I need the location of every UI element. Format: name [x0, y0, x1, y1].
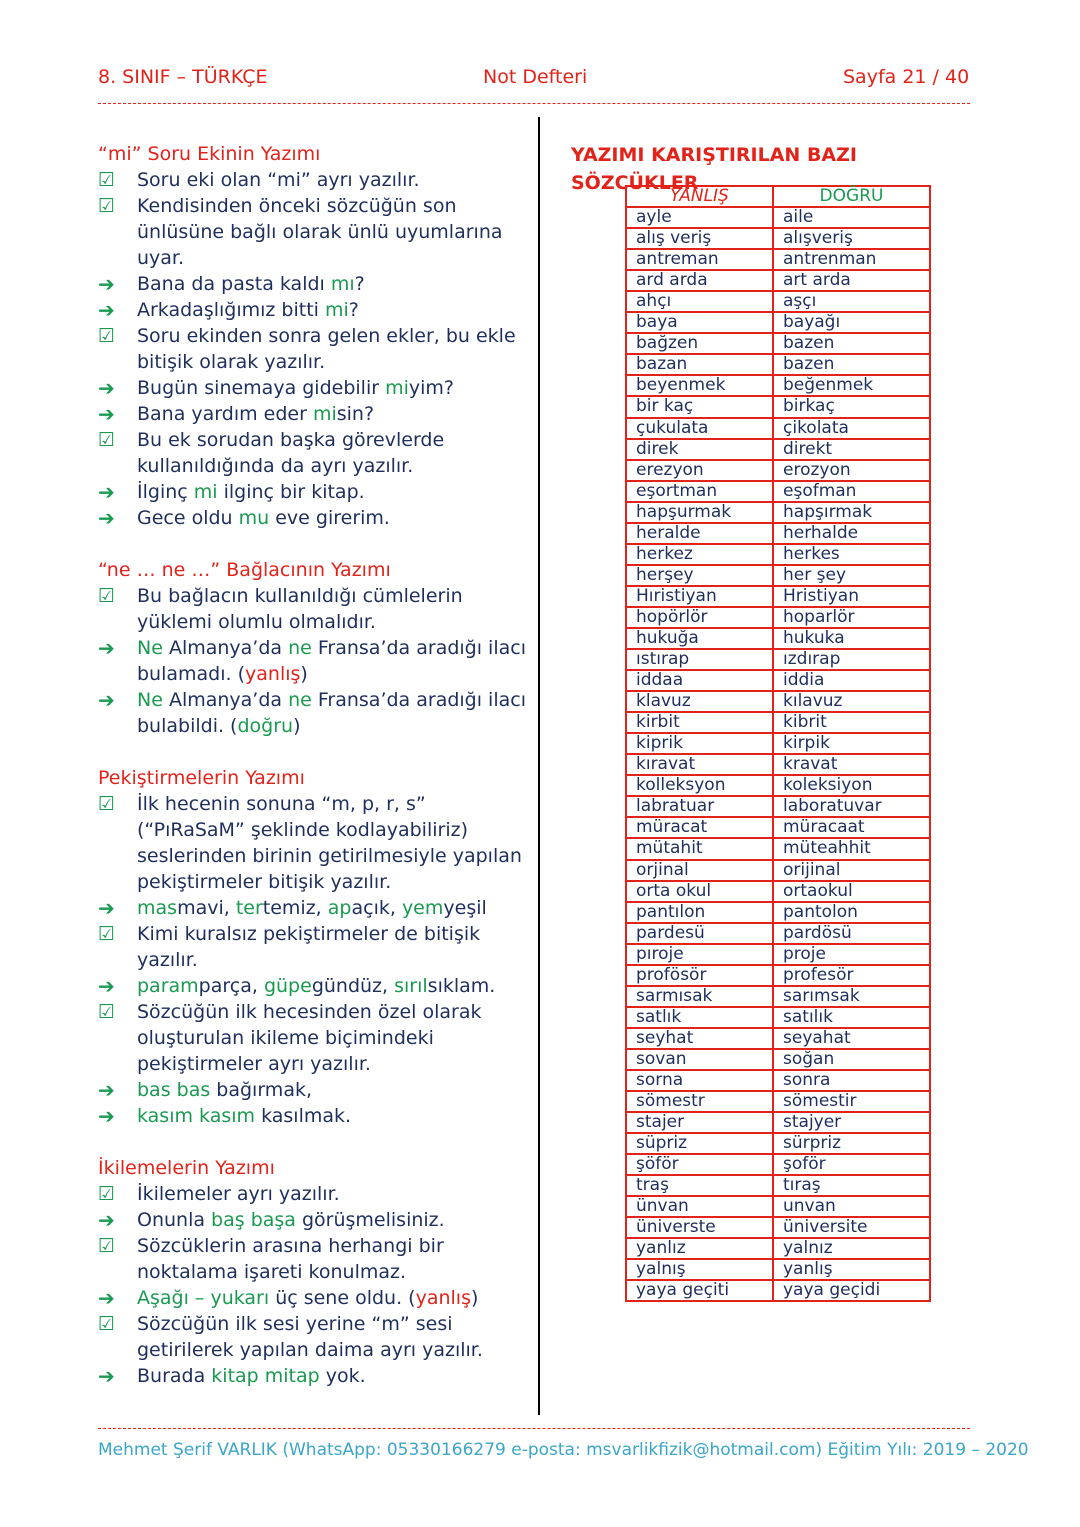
wrong-spelling-cell: stajer [626, 1112, 773, 1133]
correct-spelling-cell: unvan [773, 1196, 930, 1217]
text-fragment: üç sene oldu. ( [269, 1287, 416, 1309]
wrong-spelling-cell: Hıristiyan [626, 586, 773, 607]
checkbox-icon: ☑ [98, 923, 116, 945]
table-row [626, 796, 930, 817]
correct-spelling-cell: kirpik [773, 733, 930, 754]
wrong-spelling-cell: alış veriş [626, 228, 773, 249]
wrong-spelling-cell: hapşurmak [626, 502, 773, 523]
table-row [626, 670, 930, 691]
text-fragment: Burada [137, 1365, 212, 1387]
section-title: İkilemelerin Yazımı [98, 1157, 275, 1179]
footer-divider [98, 1428, 970, 1429]
text-fragment: mı [330, 273, 355, 295]
wrong-spelling-cell: profösör [626, 965, 773, 986]
example-item [98, 1077, 528, 1103]
text-fragment: gündüz, [311, 975, 395, 997]
correct-spelling-cell: laboratuvar [773, 796, 930, 817]
text-fragment: yanlış [415, 1287, 471, 1309]
wrong-spelling-cell: şöför [626, 1154, 773, 1175]
example-item [98, 1285, 528, 1311]
correct-spelling-cell: kravat [773, 754, 930, 775]
text-fragment: kasım kasım [137, 1105, 256, 1127]
text-fragment: eve girerim. [269, 507, 390, 529]
correct-spelling-cell: hukuka [773, 628, 930, 649]
wrong-spelling-cell: sömestr [626, 1091, 773, 1112]
text-fragment: güpe [263, 975, 312, 997]
wrong-spelling-cell: süpriz [626, 1133, 773, 1154]
text-fragment: ne [288, 689, 312, 711]
correct-spelling-cell: aile [773, 207, 930, 228]
table-row [626, 1154, 930, 1175]
checkbox-icon: ☑ [98, 195, 116, 217]
correct-spelling-cell: sürpriz [773, 1133, 930, 1154]
table-row [626, 607, 930, 628]
text-fragment: kitap mitap [211, 1365, 320, 1387]
correct-spelling-cell: seyahat [773, 1028, 930, 1049]
header-right: Sayfa 21 / 40 [843, 66, 970, 88]
correct-spelling-cell: art arda [773, 270, 930, 291]
arrow-right-icon: ➔ [98, 376, 115, 400]
column-header-wrong: YANLIŞ [626, 186, 773, 207]
header-divider [98, 103, 970, 104]
header-left: 8. SINIF – TÜRKÇE [98, 66, 268, 88]
rule-item [98, 921, 528, 973]
rule-item [98, 999, 528, 1077]
wrong-spelling-cell: herkez [626, 544, 773, 565]
wrong-spelling-cell: pıroje [626, 944, 773, 965]
table-row [626, 418, 930, 439]
correct-spelling-cell: orijinal [773, 860, 930, 881]
table-row [626, 817, 930, 838]
table-row [626, 923, 930, 944]
text-fragment: Ne [137, 689, 163, 711]
table-row [626, 1007, 930, 1028]
text-fragment: doğru [237, 715, 294, 737]
text-fragment: temiz, [262, 897, 328, 919]
text-fragment: Sözcüklerin arasına herhangi bir noktalama işareti konulmaz. [137, 1235, 444, 1283]
arrow-right-icon: ➔ [98, 1104, 115, 1128]
word-table [625, 185, 931, 1302]
table-row [626, 396, 930, 417]
text-fragment: ) [470, 1287, 479, 1309]
text-fragment: Kendisinden önceki sözcüğün son ünlüsüne bağlı olarak ünlü uyumlarına uyar. [137, 195, 503, 269]
correct-spelling-cell: proje [773, 944, 930, 965]
wrong-spelling-cell: iddaa [626, 670, 773, 691]
column-divider [538, 117, 540, 1415]
table-row [626, 460, 930, 481]
arrow-right-icon: ➔ [98, 506, 115, 530]
correct-spelling-cell: kılavuz [773, 691, 930, 712]
text-fragment: görüşmelisiniz. [295, 1209, 445, 1231]
word-table-header [626, 186, 930, 207]
header-center: Not Defteri [483, 66, 588, 88]
arrow-right-icon: ➔ [98, 896, 115, 920]
correct-spelling-cell: Hristiyan [773, 586, 930, 607]
text-fragment: Fransa’da aradığı ilacı bulabildi. ( [137, 689, 526, 737]
arrow-right-icon: ➔ [98, 298, 115, 322]
table-row [626, 291, 930, 312]
text-fragment: ) [300, 663, 308, 685]
table-row [626, 860, 930, 881]
correct-spelling-cell: satılık [773, 1007, 930, 1028]
table-row [626, 481, 930, 502]
text-fragment: Kimi kuralsız pekiştirmeler de bitişik yazılır. [137, 923, 481, 971]
correct-spelling-cell: iddia [773, 670, 930, 691]
wrong-spelling-cell: seyhat [626, 1028, 773, 1049]
wrong-spelling-cell: satlık [626, 1007, 773, 1028]
checkbox-icon: ☑ [98, 429, 116, 451]
table-row [626, 1280, 930, 1301]
wrong-spelling-cell: ayle [626, 207, 773, 228]
table-row [626, 628, 930, 649]
rule-item [98, 583, 528, 635]
wrong-spelling-cell: pardesü [626, 923, 773, 944]
table-row [626, 691, 930, 712]
wrong-spelling-cell: orta okul [626, 881, 773, 902]
table-row [626, 1049, 930, 1070]
wrong-spelling-cell: bir kaç [626, 396, 773, 417]
text-fragment: Fransa’da aradığı ilacı bulamadı. ( [137, 637, 526, 685]
rule-item [98, 1311, 528, 1363]
table-row [626, 1259, 930, 1280]
wrong-spelling-cell: mütahit [626, 838, 773, 859]
correct-spelling-cell: beğenmek [773, 375, 930, 396]
table-row [626, 1028, 930, 1049]
text-fragment: Bana da pasta kaldı [137, 273, 331, 295]
wrong-spelling-cell: ahçı [626, 291, 773, 312]
correct-spelling-cell: antrenman [773, 249, 930, 270]
correct-spelling-cell: eşofman [773, 481, 930, 502]
correct-spelling-cell: bayağı [773, 312, 930, 333]
text-fragment: Soru eki olan “mi” ayrı yazılır. [137, 169, 420, 191]
arrow-right-icon: ➔ [98, 1286, 115, 1310]
table-row [626, 649, 930, 670]
text-fragment: ? [348, 299, 359, 321]
wrong-spelling-cell: bağzen [626, 333, 773, 354]
checkbox-icon: ☑ [98, 585, 116, 607]
example-item [98, 1363, 528, 1389]
text-fragment: bas bas [137, 1079, 211, 1101]
table-row [626, 565, 930, 586]
table-row [626, 712, 930, 733]
rule-item [98, 1233, 528, 1285]
correct-spelling-cell: sonra [773, 1070, 930, 1091]
wrong-spelling-cell: çukulata [626, 418, 773, 439]
rule-item [98, 791, 528, 895]
table-row [626, 439, 930, 460]
wrong-spelling-cell: kolleksyon [626, 775, 773, 796]
correct-spelling-cell: çikolata [773, 418, 930, 439]
correct-spelling-cell: bazen [773, 333, 930, 354]
example-item [98, 1207, 528, 1233]
rule-item [98, 193, 528, 271]
wrong-spelling-cell: müracat [626, 817, 773, 838]
correct-spelling-cell: her şey [773, 565, 930, 586]
rule-item [98, 323, 528, 375]
correct-spelling-cell: müracaat [773, 817, 930, 838]
text-fragment: Almanya’da [162, 637, 289, 659]
checkbox-icon: ☑ [98, 1313, 116, 1335]
arrow-right-icon: ➔ [98, 480, 115, 504]
wrong-spelling-cell: eşortman [626, 481, 773, 502]
text-fragment: mi [312, 403, 337, 425]
word-table-title: YAZIMI KARIŞTIRILAN BAZI SÖZCÜKLER [571, 144, 857, 194]
rule-item [98, 1181, 528, 1207]
checkbox-icon: ☑ [98, 793, 116, 815]
correct-spelling-cell: stajyer [773, 1112, 930, 1133]
text-fragment: Gece oldu [137, 507, 239, 529]
section-title: “mi” Soru Ekinin Yazımı [98, 143, 321, 165]
text-fragment: Soru ekinden sonra gelen ekler, bu ekle bitişik olarak yazılır. [137, 325, 516, 373]
rule-item [98, 427, 528, 479]
table-row [626, 312, 930, 333]
text-fragment: mi [193, 481, 218, 503]
text-fragment: baş başa [211, 1209, 296, 1231]
correct-spelling-cell: yanlış [773, 1259, 930, 1280]
example-item [98, 505, 528, 531]
text-fragment: bağırmak, [210, 1079, 313, 1101]
text-fragment: parça, [198, 975, 264, 997]
table-row [626, 354, 930, 375]
table-row [626, 586, 930, 607]
correct-spelling-cell: üniversite [773, 1217, 930, 1238]
checkbox-icon: ☑ [98, 169, 116, 191]
correct-spelling-cell: tıraş [773, 1175, 930, 1196]
text-fragment: mas [137, 897, 178, 919]
text-fragment: yem [401, 897, 444, 919]
wrong-spelling-cell: antreman [626, 249, 773, 270]
wrong-spelling-cell: kirbit [626, 712, 773, 733]
correct-spelling-cell: soğan [773, 1049, 930, 1070]
text-fragment: yeşil [443, 897, 487, 919]
correct-spelling-cell: birkaç [773, 396, 930, 417]
rule-item [98, 167, 528, 193]
table-row [626, 754, 930, 775]
section-title: Pekiştirmelerin Yazımı [98, 767, 305, 789]
wrong-spelling-cell: yaya geçiti [626, 1280, 773, 1301]
table-row [626, 881, 930, 902]
wrong-spelling-cell: erezyon [626, 460, 773, 481]
text-fragment: Bu ek sorudan başka görevlerde kullanıldığında da ayrı yazılır. [137, 429, 445, 477]
checkbox-icon: ☑ [98, 1235, 116, 1257]
wrong-spelling-cell: orjinal [626, 860, 773, 881]
wrong-spelling-cell: ard arda [626, 270, 773, 291]
text-fragment: Bana yardım eder [137, 403, 313, 425]
text-fragment: yanlış [245, 663, 301, 685]
text-fragment: ? [354, 273, 365, 295]
wrong-spelling-cell: pantılon [626, 902, 773, 923]
text-fragment: yim? [408, 377, 455, 399]
text-fragment: Aşağı – yukarı [137, 1287, 270, 1309]
text-fragment: Ne [137, 637, 163, 659]
text-fragment: ilginç bir kitap. [217, 481, 365, 503]
correct-spelling-cell: sömestir [773, 1091, 930, 1112]
section-gap [98, 531, 528, 557]
table-row [626, 1112, 930, 1133]
correct-spelling-cell: profesör [773, 965, 930, 986]
example-item [98, 895, 528, 921]
text-fragment: param [137, 975, 199, 997]
example-item [98, 687, 528, 739]
text-fragment: İlk hecenin sonuna “m, p, r, s” (“PıRaSaM” şeklinde kodlayabiliriz) seslerinden birinin getirilmesiyle yapılan pekiştirmeler bitişik yazılır. [137, 793, 522, 893]
text-fragment: açık, [351, 897, 402, 919]
text-fragment: Arkadaşlığımız bitti [137, 299, 325, 321]
correct-spelling-cell: direkt [773, 439, 930, 460]
column-header-right: DOĞRU [773, 186, 930, 207]
correct-spelling-cell: herkes [773, 544, 930, 565]
table-row [626, 228, 930, 249]
text-fragment: yok. [319, 1365, 366, 1387]
text-fragment: Onunla [137, 1209, 212, 1231]
text-fragment: mi [385, 377, 409, 399]
table-row [626, 838, 930, 859]
arrow-right-icon: ➔ [98, 402, 115, 426]
table-row [626, 270, 930, 291]
table-row [626, 249, 930, 270]
wrong-spelling-cell: yanlız [626, 1238, 773, 1259]
text-fragment: İlginç [137, 481, 194, 503]
arrow-right-icon: ➔ [98, 1364, 115, 1388]
table-row [626, 733, 930, 754]
wrong-spelling-cell: sovan [626, 1049, 773, 1070]
wrong-spelling-cell: yalnış [626, 1259, 773, 1280]
correct-spelling-cell: alışveriş [773, 228, 930, 249]
correct-spelling-cell: bazen [773, 354, 930, 375]
table-row [626, 1070, 930, 1091]
correct-spelling-cell: müteahhit [773, 838, 930, 859]
wrong-spelling-cell: ıstırap [626, 649, 773, 670]
text-fragment: ap [327, 897, 352, 919]
wrong-spelling-cell: traş [626, 1175, 773, 1196]
table-row [626, 944, 930, 965]
wrong-spelling-cell: direk [626, 439, 773, 460]
checkbox-icon: ☑ [98, 1183, 116, 1205]
example-item [98, 297, 528, 323]
wrong-spelling-cell: üniverste [626, 1217, 773, 1238]
text-fragment: mavi, [177, 897, 236, 919]
arrow-right-icon: ➔ [98, 1208, 115, 1232]
text-fragment: Sözcüğün ilk hecesinden özel olarak oluşturulan ikileme biçimindeki pekiştirmeler ayrı yazılır. [137, 1001, 482, 1075]
text-fragment: Bugün sinemaya gidebilir [137, 377, 386, 399]
text-fragment: Almanya’da [162, 689, 289, 711]
example-item [98, 1103, 528, 1129]
section-title: “ne … ne …” Bağlacının Yazımı [98, 559, 391, 581]
table-row [626, 523, 930, 544]
text-fragment: sıklam. [427, 975, 496, 997]
wrong-spelling-cell: kıravat [626, 754, 773, 775]
table-row [626, 375, 930, 396]
text-fragment: İkilemeler ayrı yazılır. [137, 1183, 340, 1205]
checkbox-icon: ☑ [98, 1001, 116, 1023]
correct-spelling-cell: erozyon [773, 460, 930, 481]
correct-spelling-cell: şoför [773, 1154, 930, 1175]
table-row [626, 1217, 930, 1238]
table-row [626, 1091, 930, 1112]
text-fragment: ne [288, 637, 312, 659]
correct-spelling-cell: herhalde [773, 523, 930, 544]
text-fragment: mi [324, 299, 349, 321]
table-row [626, 1238, 930, 1259]
wrong-spelling-cell: beyenmek [626, 375, 773, 396]
correct-spelling-cell: yalnız [773, 1238, 930, 1259]
table-row [626, 986, 930, 1007]
text-fragment: ) [293, 715, 301, 737]
text-fragment: ter [235, 897, 263, 919]
wrong-spelling-cell: labratuar [626, 796, 773, 817]
wrong-spelling-cell: sorna [626, 1070, 773, 1091]
table-row [626, 902, 930, 923]
correct-spelling-cell: yaya geçidi [773, 1280, 930, 1301]
table-row [626, 333, 930, 354]
arrow-right-icon: ➔ [98, 688, 115, 712]
text-fragment: mu [238, 507, 270, 529]
correct-spelling-cell: ızdırap [773, 649, 930, 670]
correct-spelling-cell: sarımsak [773, 986, 930, 1007]
correct-spelling-cell: pantolon [773, 902, 930, 923]
correct-spelling-cell: hoparlör [773, 607, 930, 628]
example-item [98, 401, 528, 427]
table-row [626, 207, 930, 228]
table-row [626, 965, 930, 986]
wrong-spelling-cell: baya [626, 312, 773, 333]
arrow-right-icon: ➔ [98, 974, 115, 998]
section-gap [98, 739, 528, 765]
wrong-spelling-cell: hopörlör [626, 607, 773, 628]
table-row [626, 1175, 930, 1196]
correct-spelling-cell: ortaokul [773, 881, 930, 902]
correct-spelling-cell: koleksiyon [773, 775, 930, 796]
correct-spelling-cell: kibrit [773, 712, 930, 733]
example-item [98, 635, 528, 687]
footer-text: Mehmet Şerif VARLIK (WhatsApp: 05330166279 e-posta: msvarlikfizik@hotmail.com) Eğitim Yılı: 2019 – 2020 [98, 1440, 1029, 1460]
wrong-spelling-cell: kiprik [626, 733, 773, 754]
wrong-spelling-cell: klavuz [626, 691, 773, 712]
example-item [98, 375, 528, 401]
text-fragment: Sözcüğün ilk sesi yerine “m” sesi getirilerek yapılan daima ayrı yazılır. [137, 1313, 483, 1361]
arrow-right-icon: ➔ [98, 636, 115, 660]
table-row [626, 1196, 930, 1217]
section-gap [98, 1129, 528, 1155]
example-item [98, 479, 528, 505]
rules-column [98, 141, 528, 1389]
text-fragment: kasılmak. [255, 1105, 352, 1127]
arrow-right-icon: ➔ [98, 1078, 115, 1102]
correct-spelling-cell: pardösü [773, 923, 930, 944]
table-row [626, 775, 930, 796]
wrong-spelling-cell: hukuğa [626, 628, 773, 649]
wrong-spelling-cell: sarmısak [626, 986, 773, 1007]
table-row [626, 1133, 930, 1154]
wrong-spelling-cell: bazan [626, 354, 773, 375]
arrow-right-icon: ➔ [98, 272, 115, 296]
wrong-spelling-cell: herşey [626, 565, 773, 586]
correct-spelling-cell: hapşırmak [773, 502, 930, 523]
example-item [98, 973, 528, 999]
checkbox-icon: ☑ [98, 325, 116, 347]
correct-spelling-cell: aşçı [773, 291, 930, 312]
wrong-spelling-cell: ünvan [626, 1196, 773, 1217]
wrong-spelling-cell: heralde [626, 523, 773, 544]
table-row [626, 502, 930, 523]
table-row [626, 544, 930, 565]
text-fragment: sırıl [394, 975, 428, 997]
text-fragment: Bu bağlacın kullanıldığı cümlelerin yüklemi olumlu olmalıdır. [137, 585, 463, 633]
example-item [98, 271, 528, 297]
text-fragment: sin? [336, 403, 375, 425]
